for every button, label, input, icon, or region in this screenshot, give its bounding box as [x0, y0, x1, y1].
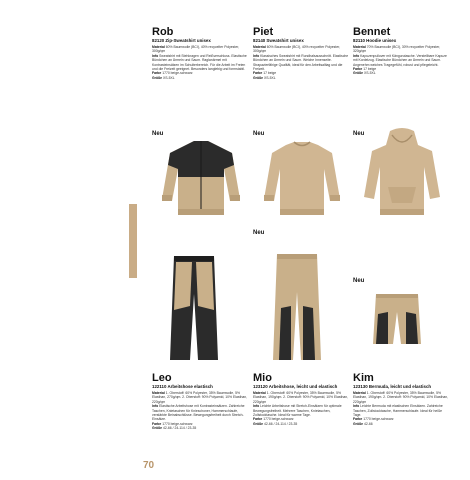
color-label: Farbe: [253, 417, 263, 422]
hoodie-image: [362, 127, 442, 221]
info-label: Info: [253, 404, 260, 409]
size-label: Größe: [353, 421, 363, 426]
color-label: Farbe: [152, 421, 162, 426]
product-description: [353, 45, 451, 76]
color-label: Farbe: [353, 67, 363, 72]
product-code: 82140 Sweatshirt unisex: [253, 38, 304, 43]
product-piet: [253, 26, 351, 80]
size-text: XS-5XL: [363, 71, 376, 76]
sweatshirt-image: [262, 137, 342, 221]
size-label: Größe: [353, 71, 363, 76]
product-code: 82110 Hoodie unisex: [353, 38, 397, 43]
new-badge: Neu: [152, 131, 164, 137]
product-description: [253, 45, 351, 80]
new-badge: Neu: [353, 278, 365, 284]
info-text: Leichte Bermuda mit elastischen Einsätzen. Zahlreiche Taschen, Zollstocktasche, Hammerschlaufe. Ideal für heiße Tage.: [353, 404, 443, 418]
size-label: Größe: [253, 75, 263, 80]
color-text: 1770 beige-schwarz: [162, 71, 193, 76]
info-text: Klassisches Sweatshirt mit Rundhalsausschnitt. Elastische Bündchen an Ärmeln und Saum. Weiche Innenseite. Strapazierfähige Qualität, ideal für den Arbeitsalltag und die Freizeit.: [253, 53, 349, 72]
new-badge: Neu: [353, 131, 365, 137]
product-title: Leo: [152, 372, 172, 384]
material-label: Material: [253, 391, 266, 395]
material-text: 1. Oberstoff: 60% Polyester, 35% Baumwolle, 5% Elasthan, 270g/qm. 2. Oberstoff: 90% Polyamid, 10% Elasthan, 220g/qm: [152, 391, 248, 404]
color-text: 17 beige: [263, 71, 277, 76]
info-label: Info: [152, 404, 159, 409]
material-label: Material: [152, 45, 165, 49]
material-label: Material: [353, 391, 366, 395]
product-title: Rob: [152, 26, 174, 38]
product-mio: [253, 372, 351, 426]
product-description: [253, 391, 351, 426]
color-text: 1770 beige-schwarz: [363, 417, 394, 422]
info-text: Leichte Arbeitshose mit Stretch-Einsätzen für optimale Bewegungsfreiheit. Mehrere Taschen, Knietaschen, Zollstocktasche. Ideal für warme Tage.: [253, 404, 342, 418]
info-label: Info: [353, 404, 360, 409]
product-title: Piet: [253, 26, 274, 38]
size-label: Größe: [152, 426, 162, 431]
material-label: Material: [152, 391, 165, 395]
color-text: 17 beige: [363, 67, 377, 72]
product-code: 82120 Zip-Sweatshirt unisex: [152, 38, 211, 43]
material-label: Material: [353, 45, 366, 49]
material-text: 1. Oberstoff: 60% Polyester, 35% Baumwolle, 5% Elasthan, 190g/qm. 2. Oberstoff: 90% Polyamid, 10% Elasthan, 220g/qm: [353, 391, 449, 404]
product-code: 123130 Bermuda, leicht und elastisch: [353, 384, 432, 389]
size-text: 42-66: [363, 421, 373, 426]
work-trousers-image: [168, 254, 220, 364]
product-rob: [152, 26, 250, 80]
material-text: 60% Baumwolle (BCI), 40% recycelter Polyester, 300g/qm: [253, 45, 341, 54]
material-text: 1. Oberstoff: 60% Polyester, 35% Baumwolle, 5% Elasthan, 190g/qm. 2. Oberstoff: 90% Polyamid, 10% Elasthan, 220g/qm: [253, 391, 349, 404]
size-text: 42-66 / 24-114 / 23-35: [162, 426, 197, 431]
product-title: Kim: [353, 372, 374, 384]
info-text: Elastische Arbeitshose mit Kontrasteinsätzen. Zahlreiche Taschen, Knietaschen für Knieschoner, Hammerschlaufe, verstärkte Beinabschlüsse. Bewegungsfreiheit durch Stretch-Einsätze.: [152, 404, 245, 422]
size-label: Größe: [253, 421, 263, 426]
info-label: Info: [152, 53, 159, 58]
new-badge: Neu: [253, 230, 265, 236]
product-description: [353, 391, 451, 426]
product-bennet: [353, 26, 451, 76]
color-label: Farbe: [253, 71, 263, 76]
size-text: XS-5XL: [162, 75, 175, 80]
material-text: 70% Baumwolle (BCI), 30% recycelter Polyester, 320g/qm: [353, 45, 441, 54]
product-description: [152, 45, 250, 80]
zip-sweatshirt-image: [160, 137, 242, 221]
page-number: 70: [143, 460, 155, 471]
color-text: 1770 beige-schwarz: [162, 421, 193, 426]
accent-bar: [129, 204, 137, 278]
size-text: XS-5XL: [263, 75, 276, 80]
info-text: Sweatshirt mit Stehkragen und Reißverschluss. Elastische Bündchen an Ärmeln und Saum. Raglanärmel mit Kontrasteinsätzen im Schulterbereich. Für die Arbeit im Freien und die Freizeit geeignet. Besonders langlebig und formstabil.: [152, 53, 247, 72]
info-label: Info: [253, 53, 260, 58]
info-text: Kapuzenpullover mit Kängurutasche. Verstellbare Kapuze mit Kordelzug. Elastische Bündchen an Ärmeln und Saum. Angenehm weiches Tragegefühl, robust und pflegeleicht.: [353, 53, 447, 67]
size-text: 42-66 / 24-114 / 23-35: [263, 421, 298, 426]
bermuda-shorts-image: [372, 292, 422, 348]
size-label: Größe: [152, 75, 162, 80]
product-code: 122110 Arbeitshose elastisch: [152, 384, 213, 389]
material-label: Material: [253, 45, 266, 49]
color-text: 1770 beige-schwarz: [263, 417, 294, 422]
new-badge: Neu: [253, 131, 265, 137]
product-title: Mio: [253, 372, 272, 384]
product-title: Bennet: [353, 26, 391, 38]
product-code: 123120 Arbeitshose, leicht und elastisch: [253, 384, 338, 389]
product-leo: [152, 372, 250, 431]
color-label: Farbe: [152, 71, 162, 76]
product-description: [152, 391, 250, 431]
material-text: 60% Baumwolle (BCI), 40% recycelter Polyester, 300g/qm: [152, 45, 240, 54]
product-kim: [353, 372, 451, 426]
light-work-trousers-image: [271, 252, 323, 364]
color-label: Farbe: [353, 417, 363, 422]
info-label: Info: [353, 53, 360, 58]
